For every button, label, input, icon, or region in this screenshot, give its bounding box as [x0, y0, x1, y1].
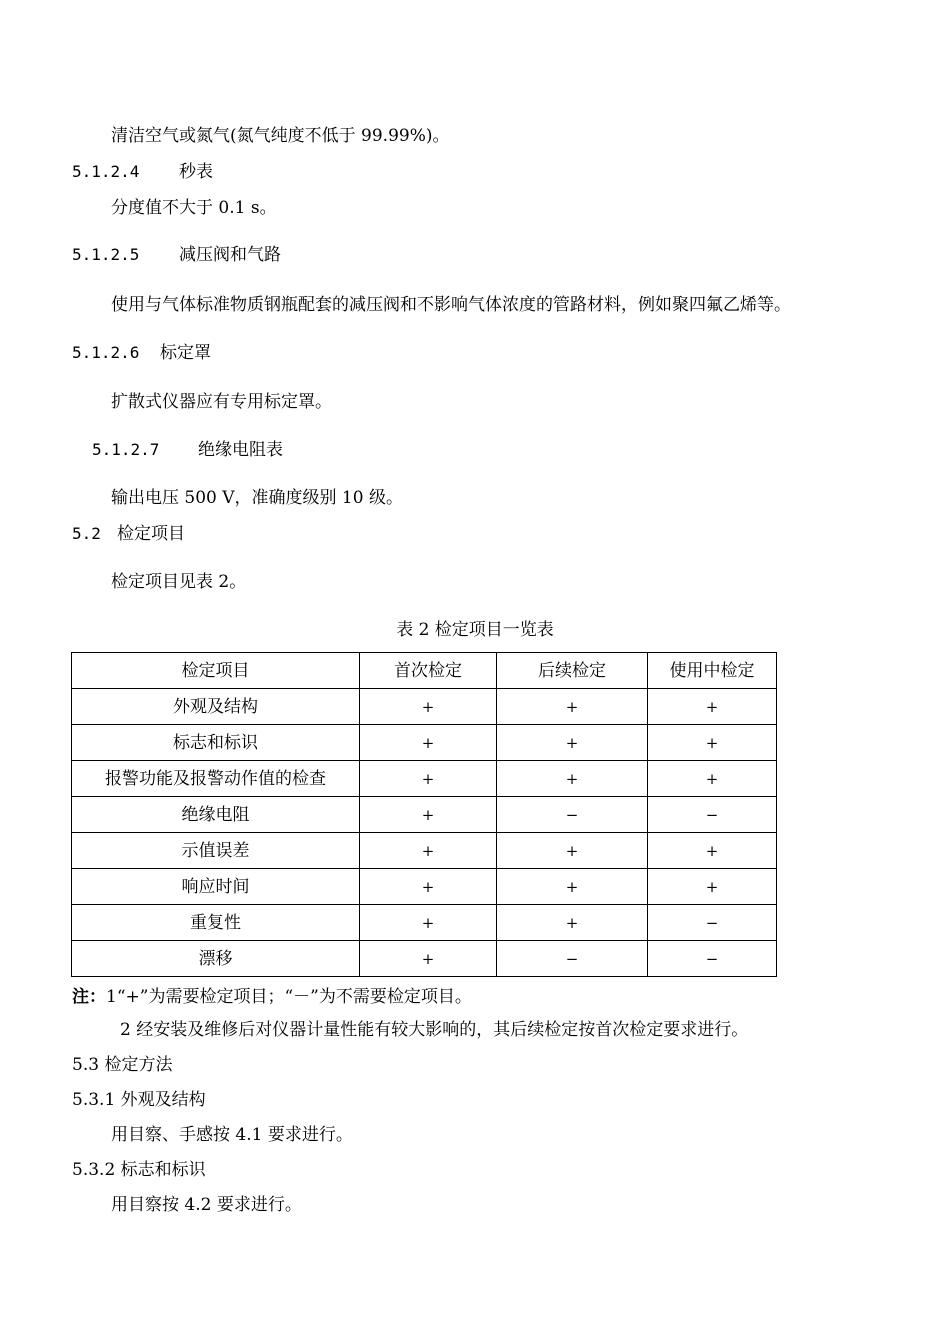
subsequent-mark: +: [497, 833, 648, 869]
header-in-use-verification: 使用中检定: [648, 653, 777, 689]
item-name: 绝缘电阻: [72, 797, 360, 833]
section-5-3-1-text: 用目察、手感按 4.1 要求进行。: [111, 1125, 353, 1145]
header-first-verification: 首次检定: [360, 653, 497, 689]
section-5-3-2-text: 用目察按 4.2 要求进行。: [111, 1195, 302, 1215]
subsequent-mark: −: [497, 941, 648, 977]
item-name: 报警功能及报警动作值的检查: [72, 761, 360, 797]
table-caption: 表 2 检定项目一览表: [396, 620, 554, 640]
table-reference-text: 检定项目见表 2。: [111, 572, 247, 592]
verification-items-table: [71, 652, 777, 977]
stopwatch-requirement-text: 分度值不大于 0.1 s。: [111, 198, 277, 218]
section-5-1-2-6-number: 5.1.2.6: [72, 343, 140, 362]
in-use-mark: −: [648, 797, 777, 833]
header-subsequent-verification: 后续检定: [497, 653, 648, 689]
section-5-1-2-4-title: 秒表: [179, 162, 213, 182]
table-row: [72, 905, 777, 941]
section-5-1-2-4-number: 5.1.2.4: [72, 162, 140, 181]
section-5-1-2-6-title: 标定罩: [160, 343, 211, 363]
item-name: 标志和标识: [72, 725, 360, 761]
in-use-mark: +: [648, 725, 777, 761]
table-row: [72, 941, 777, 977]
note-2: 2 经安装及维修后对仪器计量性能有较大影响的，其后续检定按首次检定要求进行。: [120, 1020, 749, 1040]
in-use-mark: +: [648, 761, 777, 797]
subsequent-mark: −: [497, 797, 648, 833]
table-row: [72, 761, 777, 797]
in-use-mark: +: [648, 689, 777, 725]
table-row: [72, 725, 777, 761]
section-5-2-title: 检定项目: [117, 524, 185, 544]
first-mark: +: [360, 725, 497, 761]
subsequent-mark: +: [497, 869, 648, 905]
insulation-meter-text: 输出电压 500 V，准确度级别 10 级。: [111, 488, 403, 508]
first-mark: +: [360, 689, 497, 725]
section-5-1-2-5-number: 5.1.2.5: [72, 245, 140, 264]
item-name: 重复性: [72, 905, 360, 941]
section-5-3-2-heading: 5.3.2 标志和标识: [72, 1160, 206, 1180]
calibration-cap-text: 扩散式仪器应有专用标定罩。: [111, 392, 332, 412]
first-mark: +: [360, 761, 497, 797]
header-item: 检定项目: [72, 653, 360, 689]
item-name: 漂移: [72, 941, 360, 977]
table-row: [72, 833, 777, 869]
first-mark: +: [360, 833, 497, 869]
table-row: [72, 797, 777, 833]
note-label: 注：: [72, 987, 106, 1007]
first-mark: +: [360, 941, 497, 977]
subsequent-mark: +: [497, 689, 648, 725]
table-header-row: [72, 653, 777, 689]
first-mark: +: [360, 905, 497, 941]
subsequent-mark: +: [497, 761, 648, 797]
section-5-3-1-heading: 5.3.1 外观及结构: [72, 1090, 206, 1110]
section-5-2-number: 5.2: [72, 524, 101, 543]
subsequent-mark: +: [497, 725, 648, 761]
in-use-mark: +: [648, 869, 777, 905]
first-mark: +: [360, 869, 497, 905]
valve-requirement-text: 使用与气体标准物质钢瓶配套的减压阀和不影响气体浓度的管路材料，例如聚四氟乙烯等。: [111, 295, 791, 315]
subsequent-mark: +: [497, 905, 648, 941]
item-name: 响应时间: [72, 869, 360, 905]
item-name: 外观及结构: [72, 689, 360, 725]
section-5-1-2-7-title: 绝缘电阻表: [198, 440, 283, 460]
section-5-1-2-5-title: 减压阀和气路: [179, 245, 281, 265]
gas-requirement-text: 清洁空气或氮气(氮气纯度不低于 99.99%)。: [111, 126, 450, 146]
in-use-mark: −: [648, 941, 777, 977]
first-mark: +: [360, 797, 497, 833]
table-row: [72, 689, 777, 725]
table-row: [72, 869, 777, 905]
item-name: 示值误差: [72, 833, 360, 869]
section-5-3-heading: 5.3 检定方法: [72, 1055, 173, 1075]
in-use-mark: −: [648, 905, 777, 941]
note-1: 1“+”为需要检定项目；“－”为不需要检定项目。: [106, 987, 472, 1007]
section-5-1-2-7-number: 5.1.2.7: [92, 440, 160, 459]
in-use-mark: +: [648, 833, 777, 869]
note-block: [72, 985, 472, 1009]
